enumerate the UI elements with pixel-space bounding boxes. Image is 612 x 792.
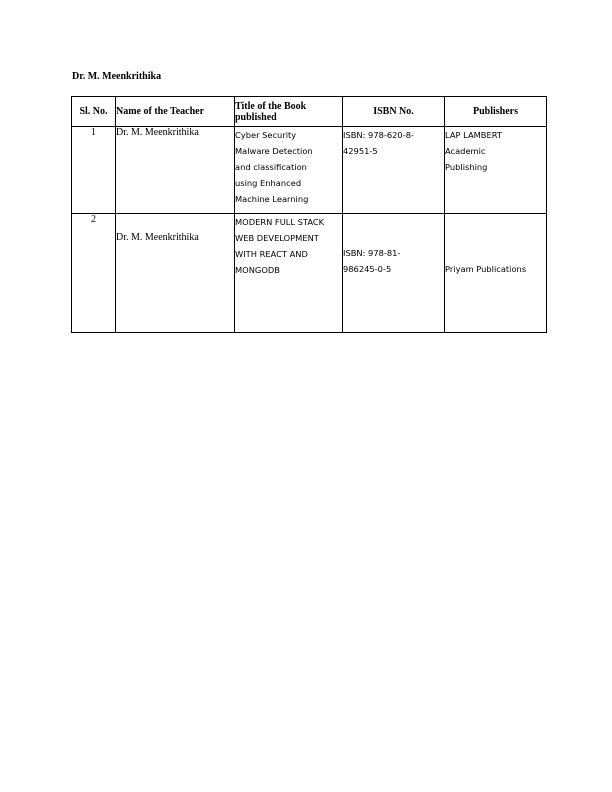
isbn-text: ISBN: 978-620-8- 42951-5	[343, 130, 414, 156]
book-title-text: Cyber Security Malware Detection and classification using Enhanced Machine Learning	[235, 130, 313, 204]
header-publishers: Publishers	[445, 97, 547, 127]
isbn-cell	[343, 127, 445, 214]
table-row	[72, 214, 547, 333]
book-title-cell	[235, 214, 343, 333]
header-book-title-text: Title of the Book published	[235, 100, 307, 123]
book-title-cell	[235, 127, 343, 214]
publisher-cell	[445, 127, 547, 214]
header-teacher-name: Name of the Teacher	[116, 97, 235, 127]
teacher-name-cell: Dr. M. Meenkrithika	[116, 127, 235, 214]
teacher-name-cell: Dr. M. Meenkrithika	[116, 214, 235, 333]
table-header-row	[72, 97, 547, 127]
sl-no-cell: 1	[72, 127, 116, 214]
header-sl-no: Sl. No.	[72, 97, 116, 127]
publisher-text: LAP LAMBERT Academic Publishing	[445, 130, 502, 172]
publisher-text: Priyam Publications	[445, 264, 527, 274]
sl-no-cell: 2	[72, 214, 116, 333]
book-title-text: MODERN FULL STACK WEB DEVELOPMENT WITH REACT AND MONGODB	[235, 217, 325, 275]
isbn-text: ISBN: 978-81- 986245-0-5	[343, 248, 401, 274]
table-row	[72, 127, 547, 214]
header-isbn: ISBN No.	[343, 97, 445, 127]
header-book-title	[235, 97, 343, 127]
publisher-cell	[445, 214, 547, 333]
books-table	[71, 96, 547, 333]
page-heading: Dr. M. Meenkrithika	[72, 71, 162, 82]
isbn-cell	[343, 214, 445, 333]
